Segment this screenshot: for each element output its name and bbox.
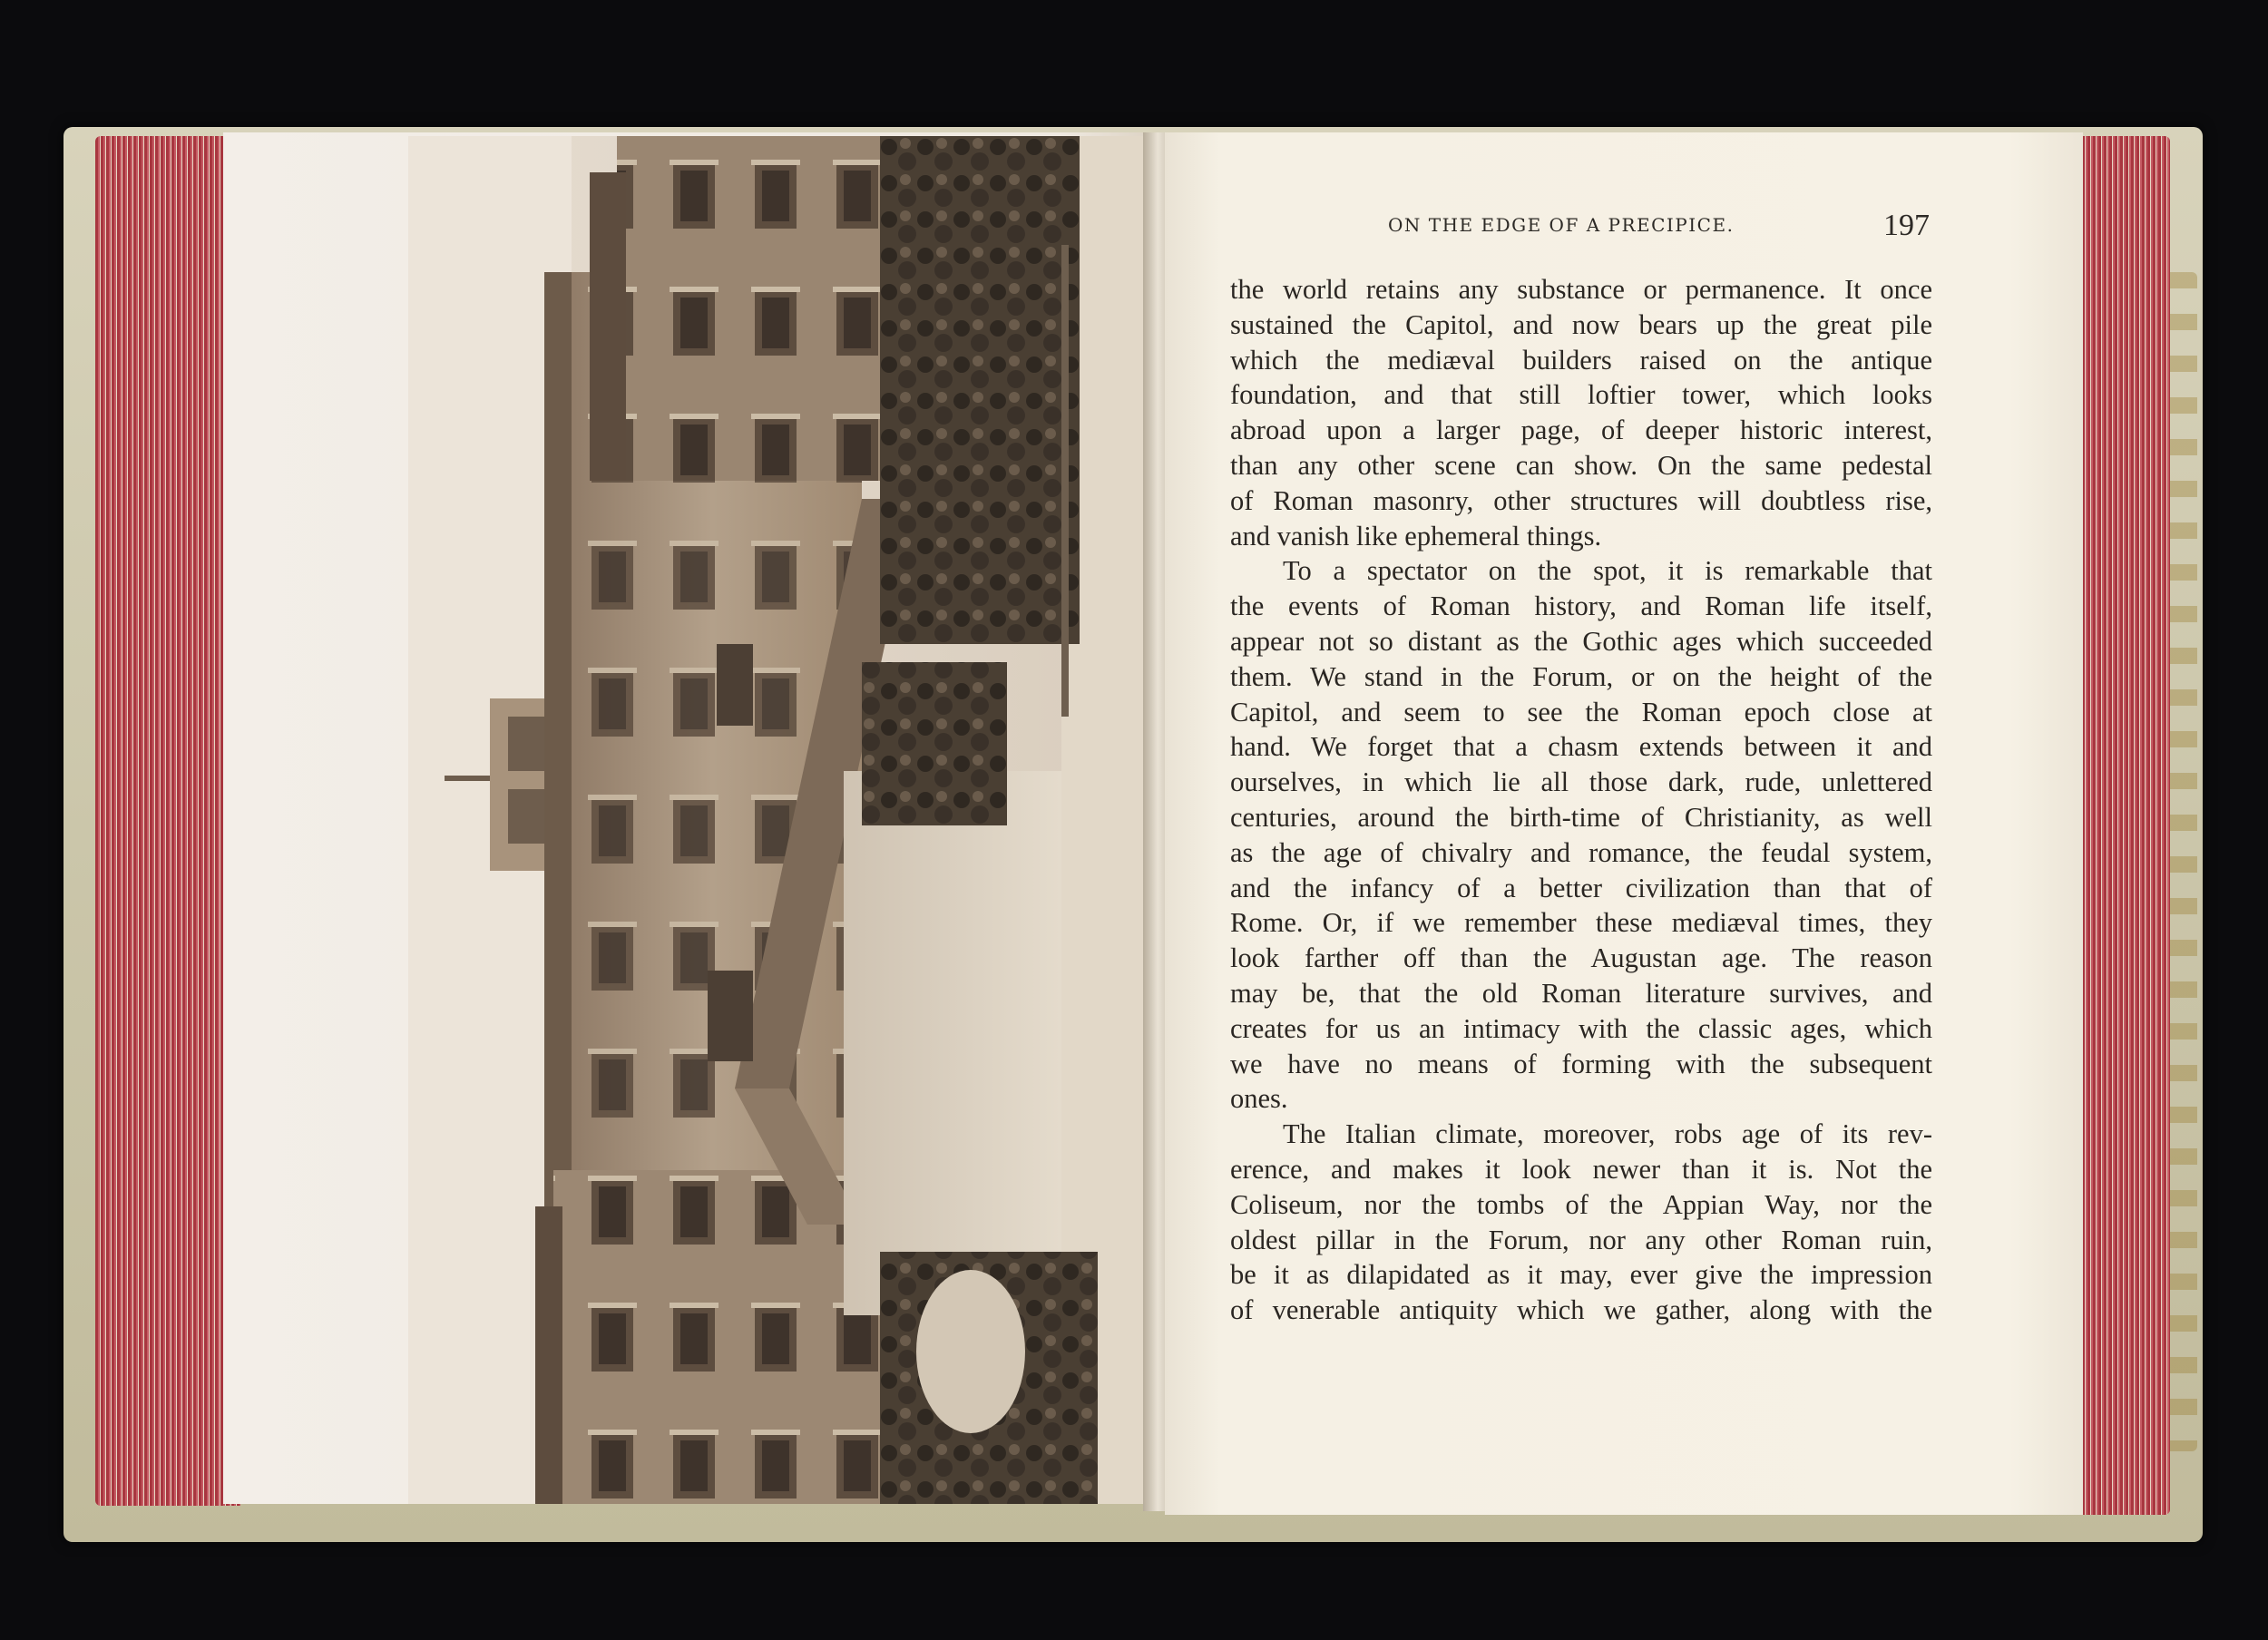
text-line: Capitol, and seem to see the Roman epoch close at <box>1230 696 1932 727</box>
left-page-edges <box>95 136 240 1506</box>
text-line: foundation, and that still loftier tower, which looks <box>1230 379 1932 411</box>
text-line: be it as dilapidated as it may, ever give the impression <box>1230 1259 1932 1291</box>
text-line: of venerable antiquity which we gather, along with the <box>1230 1294 1932 1326</box>
text-line: centuries, around the birth-time of Christianity, as well <box>1230 801 1932 833</box>
text-line: than any other scene can show. On the same pedestal <box>1230 449 1932 481</box>
text-line: hand. We forget that a chasm extends between it and <box>1230 731 1932 763</box>
right-page-edges <box>2068 136 2170 1515</box>
text-line: which the mediæval builders raised on the antique <box>1230 344 1932 376</box>
text-line: as the age of chivalry and romance, the feudal system, <box>1230 836 1932 868</box>
text-line: ones. <box>1230 1083 1288 1115</box>
page-number: 197 <box>1883 209 1930 242</box>
page-text <box>1230 272 1932 1328</box>
text-line: we have no means of forming with the subsequent <box>1230 1048 1932 1079</box>
text-line: abroad upon a larger page, of deeper historic interest, <box>1230 415 1932 446</box>
text-line: The Italian climate, moreover, robs age of its rev- <box>1283 1118 1932 1150</box>
text-line: Coliseum, nor the tombs of the Appian Way, nor the <box>1230 1188 1932 1220</box>
text-line: oldest pillar in the Forum, nor any other Roman ruin, <box>1230 1224 1932 1255</box>
photograph <box>408 136 1152 1504</box>
running-head: ON THE EDGE OF A PRECIPICE. <box>1388 214 1735 236</box>
text-line: the world retains any substance or permanence. It once <box>1230 274 1932 305</box>
text-line: erence, and makes it look newer than it is. Not the <box>1230 1153 1932 1185</box>
text-line: and vanish like ephemeral things. <box>1230 520 1602 552</box>
photograph-scene <box>408 136 1152 1504</box>
text-line: To a spectator on the spot, it is remarkable that <box>1283 555 1932 587</box>
text-line: sustained the Capitol, and now bears up the great pile <box>1230 308 1932 340</box>
text-line: and the infancy of a better civilization than that of <box>1230 872 1932 903</box>
text-line: them. We stand in the Forum, or on the height of the <box>1230 660 1932 692</box>
text-line: may be, that the old Roman literature survives, and <box>1230 977 1932 1009</box>
text-line: the events of Roman history, and Roman life itself, <box>1230 591 1932 622</box>
text-line: of Roman masonry, other structures will doubtless rise, <box>1230 484 1932 516</box>
text-line: ourselves, in which lie all those dark, rude, unlettered <box>1230 766 1932 798</box>
text-line: look farther off than the Augustan age. The reason <box>1230 942 1932 974</box>
text-line: creates for us an intimacy with the classic ages, which <box>1230 1012 1932 1044</box>
text-line: appear not so distant as the Gothic ages which succeeded <box>1230 625 1932 657</box>
text-line: Rome. Or, if we remember these mediæval times, they <box>1230 907 1932 939</box>
